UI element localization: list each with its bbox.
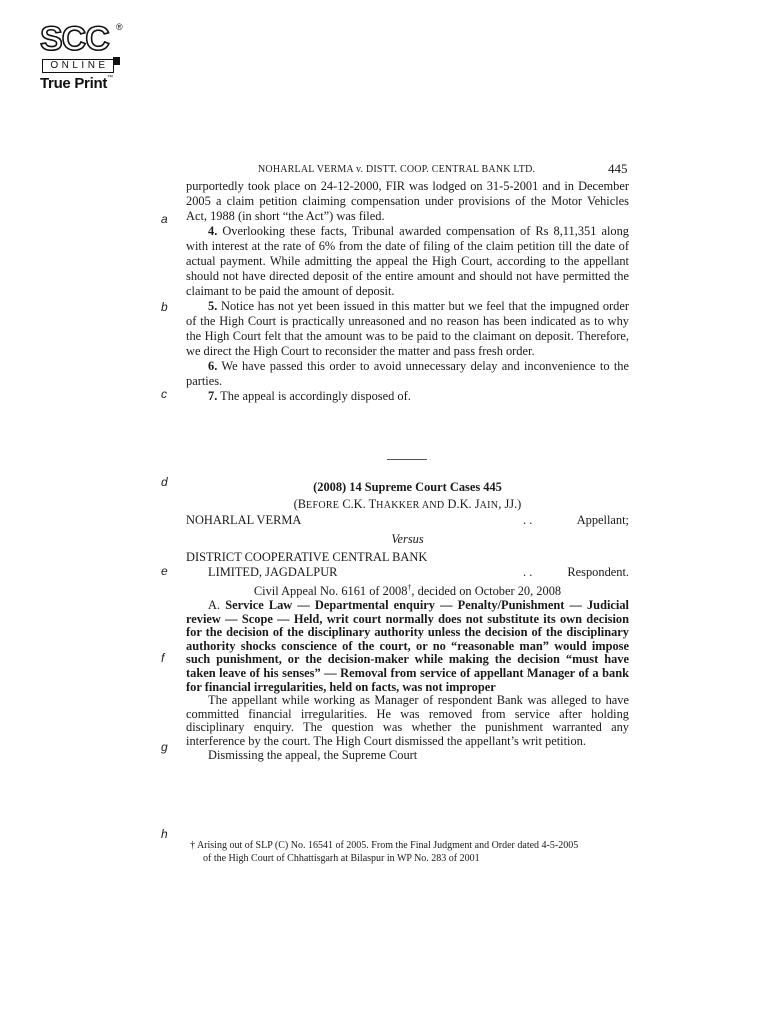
footnote-line-1: † Arising out of SLP (C) No. 16541 of 2005. From the Final Judgment and Order dated 4-5-2005: [190, 840, 579, 851]
appellant-name: NOHARLAL VERMA: [186, 513, 302, 527]
footnote-line-2: of the High Court of Chhattisgarh at Bilaspur in WP No. 283 of 2001: [203, 853, 480, 864]
logo-online-text: ONLINE: [42, 59, 114, 73]
paragraph-7-text: The appeal is accordingly disposed of.: [217, 389, 411, 403]
previous-judgment-body: [186, 179, 629, 404]
decision-date: , decided on October 20, 2008: [411, 584, 562, 599]
logo-scc-text: SCC: [40, 20, 109, 58]
bench-part: C.K. T: [339, 497, 377, 511]
bench-part: EFORE: [306, 500, 340, 511]
bench-part: D.K. J: [444, 497, 480, 511]
civil-appeal-number: Civil Appeal No. 6161 of 2008: [253, 584, 408, 599]
page-number: 445: [608, 161, 628, 176]
paragraph-7-number: 7.: [208, 389, 218, 403]
bench-part: (B: [293, 497, 307, 511]
headnote-label: A.: [208, 598, 226, 612]
running-head: NOHARLAL VERMA v. DISTT. COOP. CENTRAL BANK LTD.: [258, 164, 536, 175]
headnote-summary: Service Law — Departmental enquiry — Penalty/Punishment — Judicial review — Scope — Held, writ court normally does not substitute its own decision for the decision of the disciplinary authority unless the decision of the disciplinary authority shocks conscience of the court, or no “reasonable man” would impose such punishment, or the decision-maker while making the decision “must have taken leave of his senses” — Removal from service of appellant Manager of a bank for financial irregularities, held on facts, was not improper: [186, 598, 629, 694]
versus-label: Versus: [391, 532, 424, 546]
appellant-role: Appellant;: [576, 513, 629, 527]
leader-dots: . .: [523, 565, 533, 579]
respondent-name-line-1: DISTRICT COOPERATIVE CENTRAL BANK: [186, 550, 428, 564]
margin-letter-c: c: [161, 387, 167, 401]
paragraph-5: [186, 299, 629, 359]
case-citation-title: (2008) 14 Supreme Court Cases 445: [313, 480, 502, 494]
headnote-a: [186, 599, 629, 694]
margin-letter-b: b: [161, 300, 168, 314]
footnote: [190, 839, 630, 865]
bench-part: , JJ.): [498, 497, 522, 511]
margin-letter-a: a: [161, 212, 168, 226]
true-print-text: True Print: [40, 75, 108, 92]
margin-letter-d: d: [161, 475, 168, 489]
margin-letter-e: e: [161, 564, 168, 578]
dagger-mark: †: [407, 583, 412, 592]
leader-dots: . .: [523, 513, 533, 527]
paragraph-continuation: purportedly took place on 24-12-2000, FIR was lodged on 31-5-2001 and in December 2005 a claim petition claiming compensation under provisions of the Motor Vehicles Act, 1988 (in short “the Act”) was filed.: [186, 179, 629, 223]
scc-online-logo: [40, 22, 126, 92]
paragraph-5-number: 5.: [208, 299, 218, 313]
paragraph-6-text: We have passed this order to avoid unnecessary delay and inconvenience to the parties.: [186, 359, 629, 388]
bench-line: [186, 497, 629, 512]
trademark-mark: ™: [107, 75, 113, 81]
paragraph-6-number: 6.: [208, 359, 218, 373]
headnote-dismissing: Dismissing the appeal, the Supreme Court: [208, 747, 418, 762]
paragraph-6: [186, 359, 629, 389]
paragraph-4-text: Overlooking these facts, Tribunal awarded compensation of Rs 8,11,351 along with interest at the rate of 6% from the date of filing of the claim petition till the date of actual payment. While admitting the appeal the High Court, according to the appellant should not have directed deposit of the entire amount and should not have permitted the claimant to be paid the amount of deposit.: [186, 224, 629, 298]
margin-letter-g: g: [161, 740, 168, 754]
headnote: [186, 599, 629, 762]
logo-true-print: [40, 75, 113, 92]
margin-letter-h: h: [161, 827, 168, 841]
respondent-name-line-2: LIMITED, JAGDALPUR: [208, 565, 338, 579]
paragraph-7: [186, 389, 629, 404]
logo-flag-icon: [113, 57, 120, 65]
bench-part: HAKKER AND: [376, 500, 445, 511]
bench-part: AIN: [479, 500, 499, 511]
margin-letter-f: f: [161, 651, 165, 665]
paragraph-5-text: Notice has not yet been issued in this matter but we feel that the impugned order of the High Court is practically unreasoned and no reason has been indicated as to why the High Court felt that the amount was to be paid to the claimant on deposit. Therefore, we direct the High Court to reconsider the matter and pass fresh order.: [186, 299, 629, 358]
registered-mark: ®: [116, 22, 123, 32]
civil-appeal-line: [186, 583, 629, 599]
section-divider: [387, 459, 427, 460]
paragraph-4: [186, 224, 629, 299]
headnote-facts: The appellant while working as Manager of respondent Bank was alleged to have committed financial irregularities. He was removed from service after holding disciplinary enquiry. The question was whether the punishment warranted any interference by the court. The High Court dismissed the appellant’s writ petition.: [186, 693, 629, 748]
respondent-role: Respondent.: [567, 565, 629, 579]
paragraph-4-number: 4.: [208, 224, 218, 238]
